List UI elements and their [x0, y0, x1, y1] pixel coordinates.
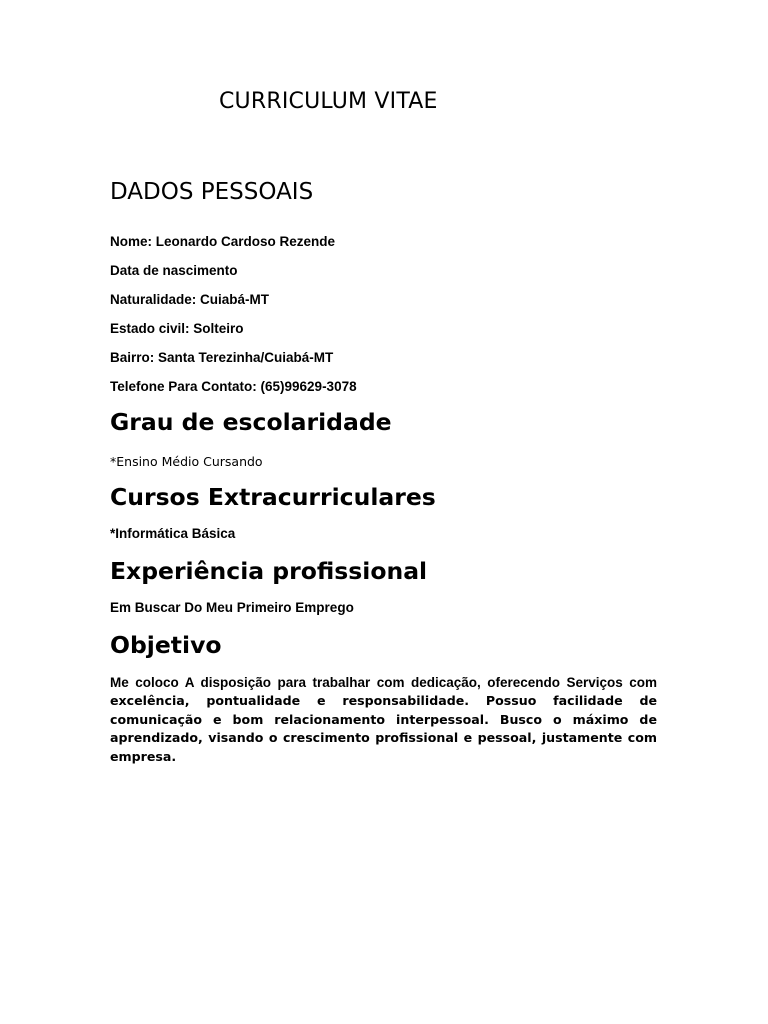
- objective-paragraph: [110, 674, 657, 766]
- courses-text: *Informática Básica: [110, 526, 236, 541]
- courses-heading: Cursos Extracurriculares: [110, 483, 436, 511]
- personal-neighborhood: Bairro: Santa Terezinha/Cuiabá-MT: [110, 350, 334, 365]
- personal-birthplace: Naturalidade: Cuiabá-MT: [110, 292, 270, 307]
- objective-text-part1: Me coloco A disposição para trabalhar com dedicação, oferecendo Serviços com: [110, 675, 657, 690]
- experience-heading: Experiência profissional: [110, 557, 428, 585]
- objective-text-part2: excelência, pontualidade e responsabilidade. Possuo facilidade de comunicação e bom relacionamento interpessoal. Busco o máximo de aprendizado, visando o crescimento profissional e pessoal, justamente com empresa.: [110, 693, 657, 764]
- experience-text: Em Buscar Do Meu Primeiro Emprego: [110, 600, 354, 615]
- education-text: *Ensino Médio Cursando: [110, 454, 263, 469]
- personal-data-heading: DADOS PESSOAIS: [110, 179, 314, 205]
- objective-heading: Objetivo: [110, 631, 222, 659]
- personal-phone: Telefone Para Contato: (65)99629-3078: [110, 379, 357, 394]
- personal-marital-status: Estado civil: Solteiro: [110, 321, 244, 336]
- personal-birth-date: Data de nascimento: [110, 263, 238, 278]
- education-heading: Grau de escolaridade: [110, 408, 392, 436]
- personal-data-list: [110, 233, 357, 407]
- personal-name: Nome: Leonardo Cardoso Rezende: [110, 234, 336, 249]
- document-title: CURRICULUM VITAE: [219, 89, 438, 114]
